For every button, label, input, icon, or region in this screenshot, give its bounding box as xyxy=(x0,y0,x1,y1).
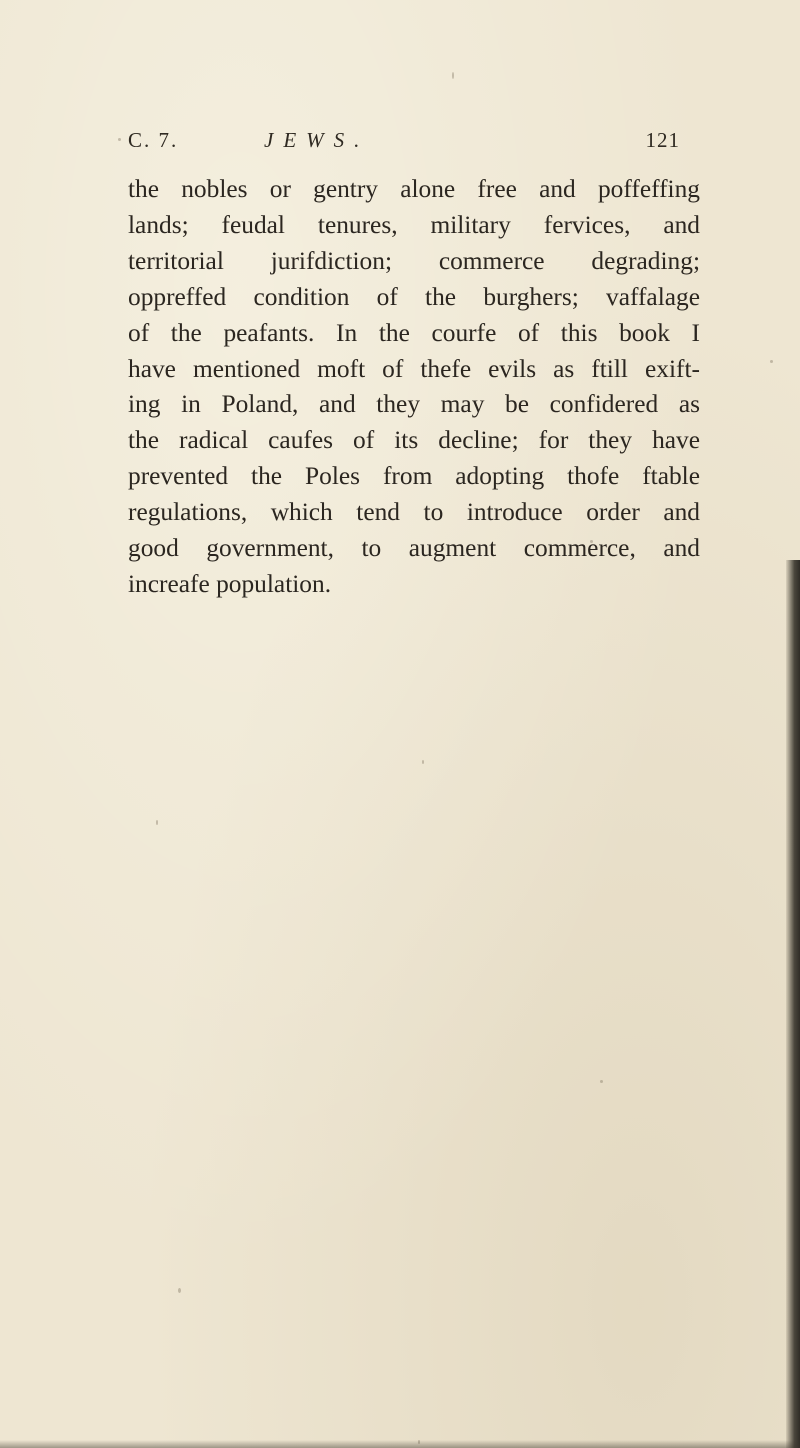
text-line: prevented the Poles from adopting thofe ftable xyxy=(128,462,700,491)
paper-speck xyxy=(770,360,773,363)
text-line: lands; feudal tenures, military fervices, and xyxy=(128,210,700,239)
chapter-marker: C. 7. xyxy=(128,128,179,152)
text-line: increafe population. xyxy=(128,569,332,598)
paper-speck xyxy=(600,1080,603,1083)
paper-speck xyxy=(178,1288,181,1293)
page-number: 121 xyxy=(645,128,680,152)
paper-speck xyxy=(118,138,121,141)
paper-speck xyxy=(590,540,593,543)
running-head xyxy=(128,128,680,162)
text-line: territorial jurifdiction; commerce degrading; xyxy=(128,246,700,275)
body-paragraph xyxy=(128,172,700,603)
text-line: good government, to augment commerce, and xyxy=(128,534,700,563)
paper-speck xyxy=(156,820,158,825)
text-line: of the peafants. In the courfe of this book I xyxy=(128,318,700,347)
page-edge-shadow xyxy=(786,560,800,1448)
running-title: JEWS. xyxy=(264,128,370,152)
text-line: oppreffed condition of the burghers; vaffalage xyxy=(128,282,700,311)
paper-speck xyxy=(422,760,424,764)
text-line: regulations, which tend to introduce order and xyxy=(128,498,700,527)
paper-speck xyxy=(452,72,454,79)
text-line: ing in Poland, and they may be confidered as xyxy=(128,390,700,419)
text-line: the radical caufes of its decline; for they have xyxy=(128,426,700,455)
page-edge-bottom xyxy=(0,1440,800,1448)
text-line: the nobles or gentry alone free and poffeffing xyxy=(128,175,700,203)
text-line: have mentioned moft of thefe evils as ftill exift- xyxy=(128,354,700,383)
